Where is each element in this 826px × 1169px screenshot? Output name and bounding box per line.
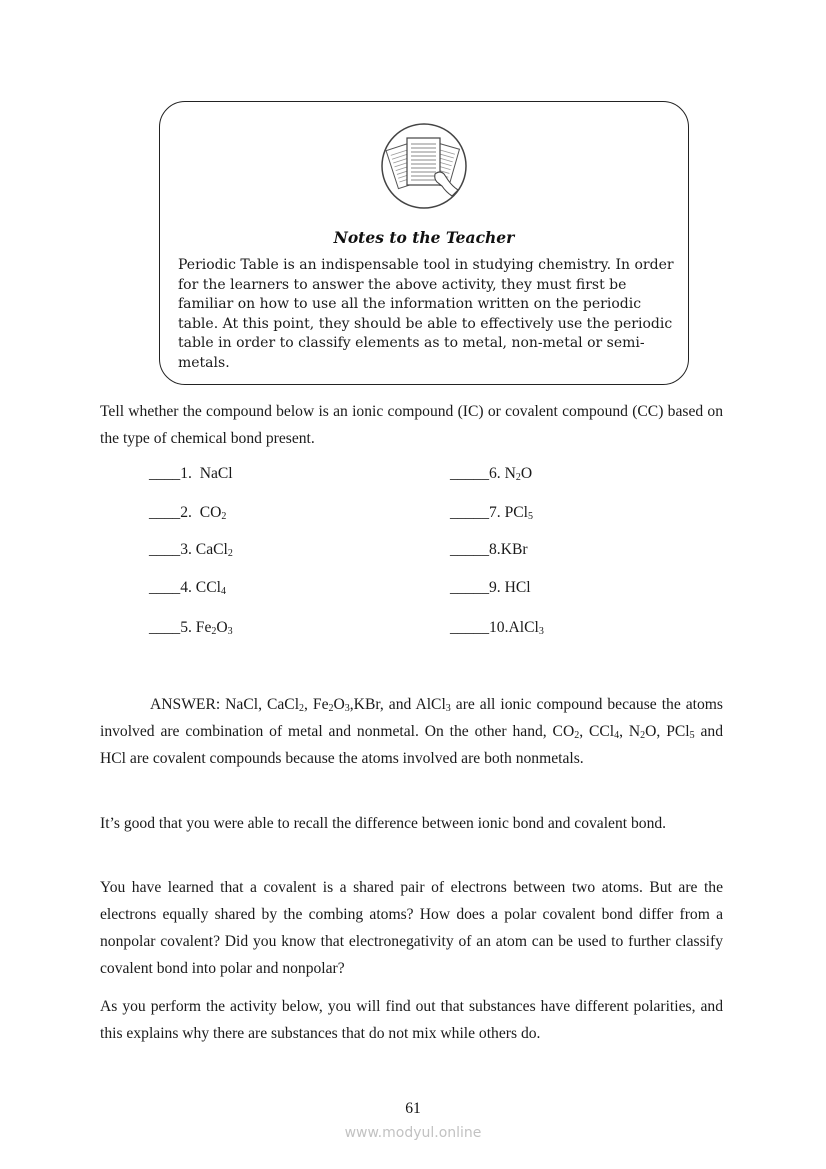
notes-to-teacher-box <box>159 101 689 385</box>
watermark: www.modyul.online <box>344 1125 482 1141</box>
instructions: Tell whether the compound below is an ionic compound (IC) or covalent compound (CC) based on the type of chemical bond present. <box>100 403 723 447</box>
item-1: ____1. NaCl <box>149 465 233 482</box>
item-7: _____7. PCl$_5$ <box>450 504 533 522</box>
item-5: ____5. $Fe_2O_3$ <box>149 619 233 637</box>
item-8: _____8.KBr <box>450 541 528 558</box>
item-6: _____6. $N_2O$ <box>450 465 533 483</box>
paragraph-covalent: You have learned that a covalent is a shared pair of electrons between two atoms. But are the electrons equally shared by the combing atoms? How does a polar covalent bond differ from a nonpolar covalent? Did you know that electronegativity of an atom can be used to further classify covalent bond into polar and nonpolar? <box>100 879 723 977</box>
page-number: 61 <box>405 1100 421 1117</box>
item-4: ____4. CCl$_4$ <box>149 579 226 597</box>
answer-paragraph: ANSWER: NaCl, CaCl$_2$, $Fe_2O_3,KBr$, and AlCl$_3$ are all ionic compound because the atoms involved are combination of metal and nonmetal. On the other hand, $CO_2$, CCl$_4$, $N_2O$, PCl$_5$ and HCl are covalent compounds because the atoms involved are both nonmetals. <box>100 696 723 767</box>
item-10: _____10.AlCl$_3$ <box>450 619 544 637</box>
item-2: ____2. $CO_2$ <box>149 504 227 522</box>
item-9: _____9. HCl <box>450 579 531 596</box>
paragraph-recall: It’s good that you were able to recall the difference between ionic bond and covalent bond. <box>100 815 667 832</box>
notes-title: Notes to the Teacher <box>333 228 515 247</box>
item-3: ____3. CaCl$_2$ <box>149 541 233 559</box>
papers-in-hand-icon <box>380 122 468 210</box>
paragraph-activity: As you perform the activity below, you will find out that substances have different polarities, and this explains why there are substances that do not mix while others do. <box>100 998 723 1042</box>
notes-body: Periodic Table is an indispensable tool in studying chemistry. In order for the learners to answer the above activity, they must first be familiar on how to use all the information written on the periodic table. At this point, they should be able to effectively use the periodic table in order to classify elements as to metal, non-metal or semi-metals. <box>178 257 674 371</box>
